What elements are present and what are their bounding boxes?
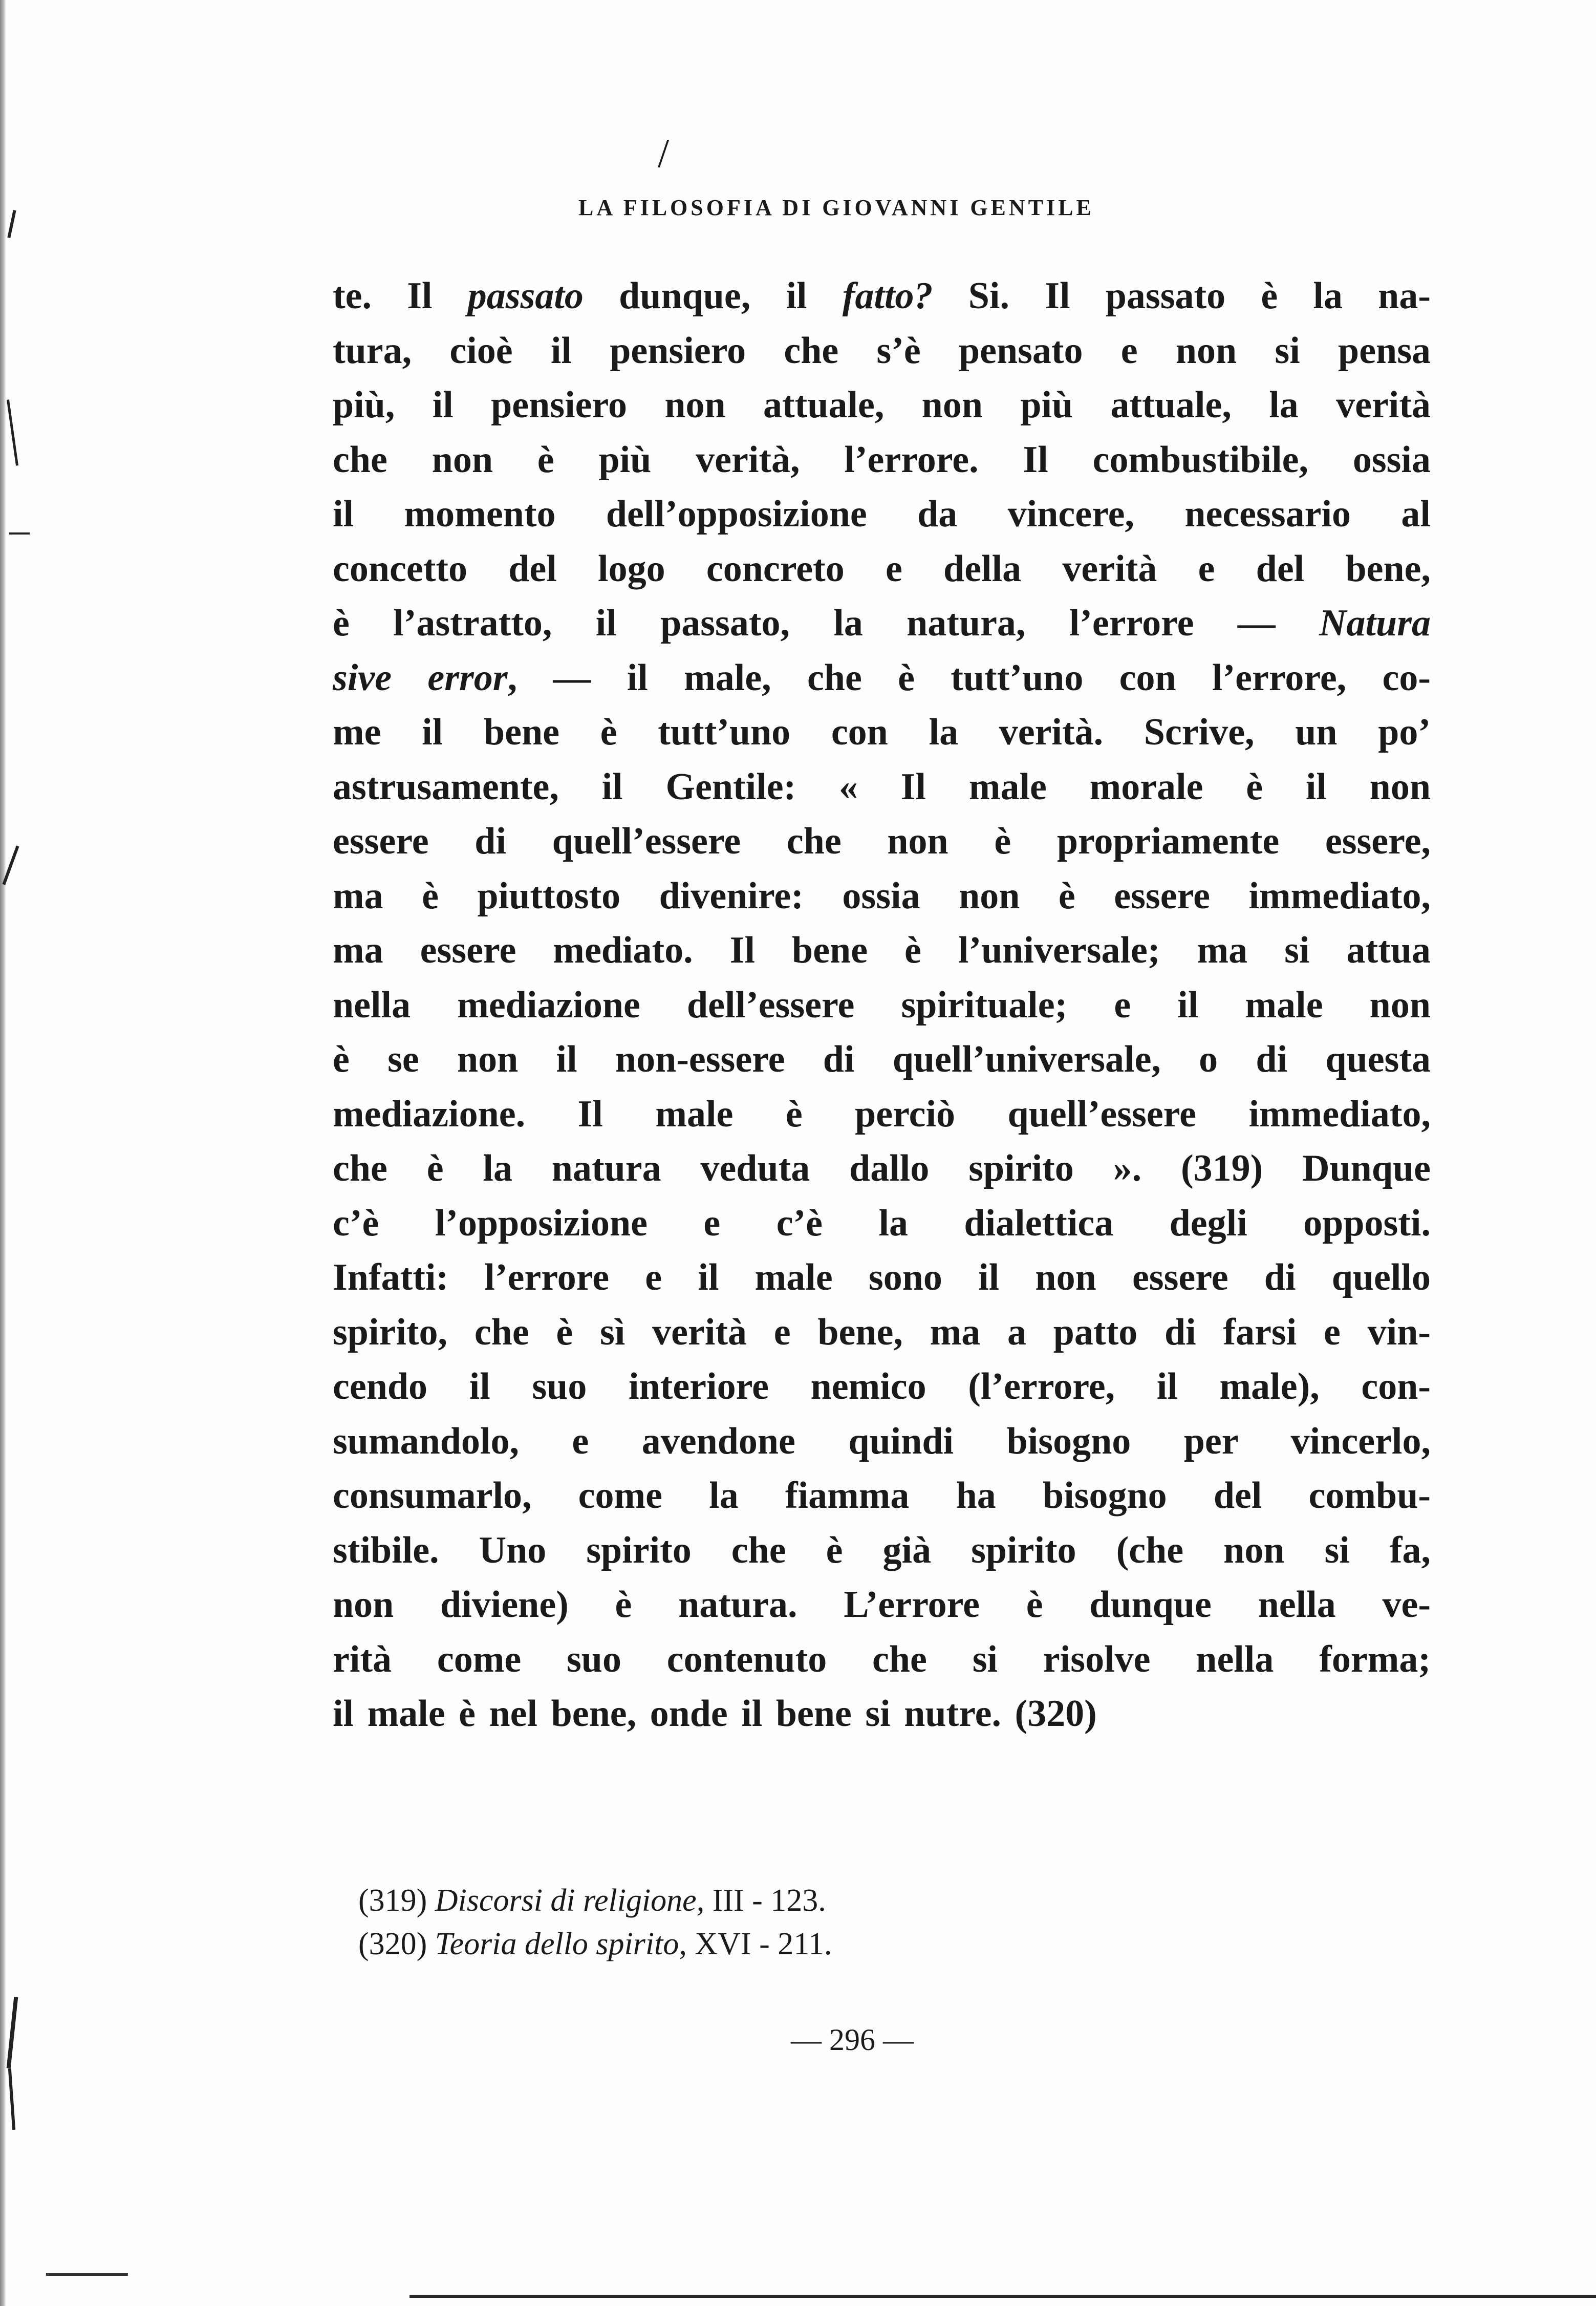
scan-mark	[7, 399, 18, 465]
text-line: nella mediazione dell’essere spirituale; e il male non	[333, 984, 1431, 1026]
page-number: — 296 —	[791, 2023, 914, 2057]
text-line: tura, cioè il pensiero che s’è pensato e non si pensa	[333, 329, 1431, 372]
top-mark: /	[658, 131, 670, 176]
text-line: concetto del logo concreto e della verità e del bene,	[333, 547, 1431, 590]
footnote-number: (320)	[358, 1927, 427, 1961]
text-line: sumandolo, e avendone quindi bisogno per vincerlo,	[333, 1420, 1431, 1462]
text-line: che è la natura veduta dallo spirito ». (319) Dunque	[333, 1147, 1431, 1189]
text-line: astrusamente, il Gentile: « Il male morale è il non	[333, 765, 1431, 808]
text-line: Infatti: l’errore e il male sono il non essere di quello	[333, 1256, 1431, 1298]
text-line: te. Il passato dunque, il fatto? Si. Il passato è la na-	[333, 275, 1431, 317]
footnote-ref: III - 123.	[712, 1883, 826, 1918]
text-line: è l’astratto, il passato, la natura, l’errore — Natura	[333, 602, 1431, 644]
scan-left-edge	[0, 0, 6, 2306]
scan-mark	[9, 532, 30, 535]
running-head: LA FILOSOFIA DI GIOVANNI GENTILE	[578, 195, 1094, 220]
scan-mark	[8, 2068, 15, 2130]
text-line: il momento dell’opposizione da vincere, necessario al	[333, 493, 1431, 535]
scan-mark	[7, 1997, 18, 2068]
text-line: rità come suo contenuto che si risolve nella forma;	[333, 1638, 1431, 1680]
text-line: ma essere mediato. Il bene è l’universale; ma si attua	[333, 929, 1431, 971]
bottom-rule	[409, 2295, 1596, 2298]
text-line: più, il pensiero non attuale, non più attuale, la verità	[333, 384, 1431, 426]
footnote-ref: XVI - 211.	[695, 1927, 832, 1961]
text-line: consumarlo, come la fiamma ha bisogno del combu-	[333, 1475, 1431, 1517]
text-line: è se non il non-essere di quell’universale, o di questa	[333, 1038, 1431, 1080]
footnote	[358, 1879, 832, 1923]
text-line: il male è nel bene, onde il bene si nutre. (320)	[333, 1693, 1097, 1735]
text-line: essere di quell’essere che non è propriamente essere,	[333, 820, 1431, 862]
text-line: non diviene) è natura. L’errore è dunque nella ve-	[333, 1584, 1431, 1626]
text-line: spirito, che è sì verità e bene, ma a patto di farsi e vin-	[333, 1311, 1431, 1353]
footnote-title: Teoria dello spirito,	[435, 1927, 687, 1961]
text-line: ma è piuttosto divenire: ossia non è essere immediato,	[333, 874, 1431, 917]
text-line: cendo il suo interiore nemico (l’errore, il male), con-	[333, 1365, 1431, 1407]
text-line: sive error, — il male, che è tutt’uno con l’errore, co-	[333, 656, 1431, 699]
text-line: stibile. Uno spirito che è già spirito (che non si fa,	[333, 1529, 1431, 1571]
body-text	[333, 269, 1431, 1741]
text-line: mediazione. Il male è perciò quell’essere immediato,	[333, 1093, 1431, 1135]
text-line: me il bene è tutt’uno con la verità. Scrive, un po’	[333, 711, 1431, 753]
footnote-number: (319)	[358, 1883, 427, 1918]
footnote-title: Discorsi di religione,	[435, 1883, 705, 1918]
text-line: che non è più verità, l’errore. Il combustibile, ossia	[333, 438, 1431, 481]
scan-mark	[7, 210, 16, 238]
footnote	[358, 1923, 832, 1966]
scan-bottom-mark	[46, 2273, 128, 2276]
footnotes	[358, 1879, 832, 1966]
text-line: c’è l’opposizione e c’è la dialettica degli opposti.	[333, 1202, 1431, 1244]
